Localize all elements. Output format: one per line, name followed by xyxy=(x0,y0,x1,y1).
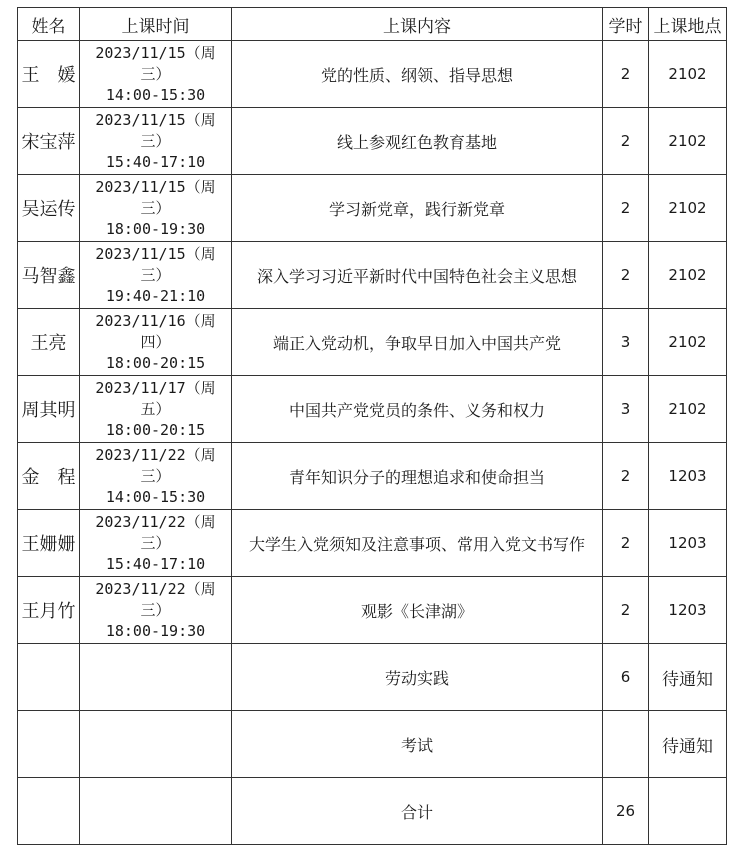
teacher-name: 周其明 xyxy=(18,376,80,443)
teacher-name: 吴运传 xyxy=(18,175,80,242)
class-hours: 2 xyxy=(603,242,649,309)
header-name: 姓名 xyxy=(18,8,80,41)
class-time-line: 19:40-21:10 xyxy=(105,286,206,305)
class-time xyxy=(80,644,232,711)
header-hours: 学时 xyxy=(603,8,649,41)
teacher-name xyxy=(18,778,80,845)
class-hours: 3 xyxy=(603,309,649,376)
class-hours: 2 xyxy=(603,510,649,577)
header-place: 上课地点 xyxy=(649,8,727,41)
class-hours xyxy=(603,711,649,778)
class-time-line: 14:00-15:30 xyxy=(105,85,206,104)
class-content: 大学生入党须知及注意事项、常用入党文书写作 xyxy=(232,510,603,577)
header-content: 上课内容 xyxy=(232,8,603,41)
class-location: 2102 xyxy=(649,376,727,443)
class-time xyxy=(80,711,232,778)
class-content: 线上参观红色教育基地 xyxy=(232,108,603,175)
class-time-line: 三） xyxy=(140,265,171,284)
class-content: 端正入党动机，争取早日加入中国共产党 xyxy=(232,309,603,376)
class-time xyxy=(80,41,232,108)
class-time-line: 四） xyxy=(140,332,171,351)
class-content: 深入学习习近平新时代中国特色社会主义思想 xyxy=(232,242,603,309)
class-hours: 2 xyxy=(603,175,649,242)
class-time xyxy=(80,108,232,175)
table-row xyxy=(18,577,727,644)
table-row xyxy=(18,778,727,845)
teacher-name: 王亮 xyxy=(18,309,80,376)
table-row xyxy=(18,644,727,711)
class-location: 2102 xyxy=(649,108,727,175)
teacher-name: 王姗姗 xyxy=(18,510,80,577)
teacher-name: 宋宝萍 xyxy=(18,108,80,175)
table-row xyxy=(18,175,727,242)
teacher-name: 金 程 xyxy=(18,443,80,510)
class-time-line: 15:40-17:10 xyxy=(105,152,206,171)
class-content: 青年知识分子的理想追求和使命担当 xyxy=(232,443,603,510)
class-hours: 2 xyxy=(603,577,649,644)
class-hours: 2 xyxy=(603,108,649,175)
class-time xyxy=(80,309,232,376)
teacher-name: 王 媛 xyxy=(18,41,80,108)
class-time-line: 14:00-15:30 xyxy=(105,487,206,506)
class-time-line: 三） xyxy=(140,198,171,217)
class-location: 1203 xyxy=(649,577,727,644)
class-location: 2102 xyxy=(649,175,727,242)
class-location: 2102 xyxy=(649,242,727,309)
class-time xyxy=(80,577,232,644)
class-time-line: 2023/11/16（周 xyxy=(95,311,216,330)
class-time xyxy=(80,510,232,577)
class-time-line: 三） xyxy=(140,131,171,150)
class-time-line: 2023/11/15（周 xyxy=(95,43,216,62)
class-time-line: 2023/11/22（周 xyxy=(95,445,216,464)
class-location xyxy=(649,778,727,845)
class-time-line: 2023/11/22（周 xyxy=(95,512,216,531)
class-time-line: 三） xyxy=(140,466,171,485)
class-content: 合计 xyxy=(232,778,603,845)
table-row xyxy=(18,108,727,175)
class-location: 待通知 xyxy=(649,644,727,711)
teacher-name xyxy=(18,711,80,778)
teacher-name xyxy=(18,644,80,711)
class-time-line: 18:00-20:15 xyxy=(105,353,206,372)
table-row xyxy=(18,443,727,510)
class-content: 中国共产党党员的条件、义务和权力 xyxy=(232,376,603,443)
class-location: 1203 xyxy=(649,443,727,510)
class-hours: 6 xyxy=(603,644,649,711)
class-time xyxy=(80,376,232,443)
class-time-line: 五） xyxy=(140,399,171,418)
table-row xyxy=(18,376,727,443)
class-location: 2102 xyxy=(649,41,727,108)
table-row xyxy=(18,242,727,309)
class-location: 1203 xyxy=(649,510,727,577)
class-time xyxy=(80,242,232,309)
teacher-name: 马智鑫 xyxy=(18,242,80,309)
teacher-name: 王月竹 xyxy=(18,577,80,644)
class-content: 学习新党章，践行新党章 xyxy=(232,175,603,242)
class-hours: 3 xyxy=(603,376,649,443)
table-row xyxy=(18,510,727,577)
class-content: 劳动实践 xyxy=(232,644,603,711)
class-hours: 2 xyxy=(603,41,649,108)
class-content: 党的性质、纲领、指导思想 xyxy=(232,41,603,108)
class-time-line: 18:00-19:30 xyxy=(105,219,206,238)
class-content: 考试 xyxy=(232,711,603,778)
header-time: 上课时间 xyxy=(80,8,232,41)
class-time-line: 18:00-19:30 xyxy=(105,621,206,640)
class-time-line: 三） xyxy=(140,64,171,83)
class-time xyxy=(80,778,232,845)
class-time-line: 15:40-17:10 xyxy=(105,554,206,573)
class-location: 2102 xyxy=(649,309,727,376)
class-time-line: 2023/11/15（周 xyxy=(95,110,216,129)
table-row xyxy=(18,309,727,376)
table-row xyxy=(18,711,727,778)
class-time xyxy=(80,175,232,242)
course-schedule-table xyxy=(17,7,727,845)
class-location: 待通知 xyxy=(649,711,727,778)
class-time-line: 2023/11/17（周 xyxy=(95,378,216,397)
class-time-line: 18:00-20:15 xyxy=(105,420,206,439)
class-time xyxy=(80,443,232,510)
class-time-line: 三） xyxy=(140,533,171,552)
class-content: 观影《长津湖》 xyxy=(232,577,603,644)
class-hours: 2 xyxy=(603,443,649,510)
class-time-line: 三） xyxy=(140,600,171,619)
class-time-line: 2023/11/15（周 xyxy=(95,177,216,196)
table-header-row xyxy=(18,8,727,41)
class-hours: 26 xyxy=(603,778,649,845)
table-row xyxy=(18,41,727,108)
class-time-line: 2023/11/15（周 xyxy=(95,244,216,263)
class-time-line: 2023/11/22（周 xyxy=(95,579,216,598)
